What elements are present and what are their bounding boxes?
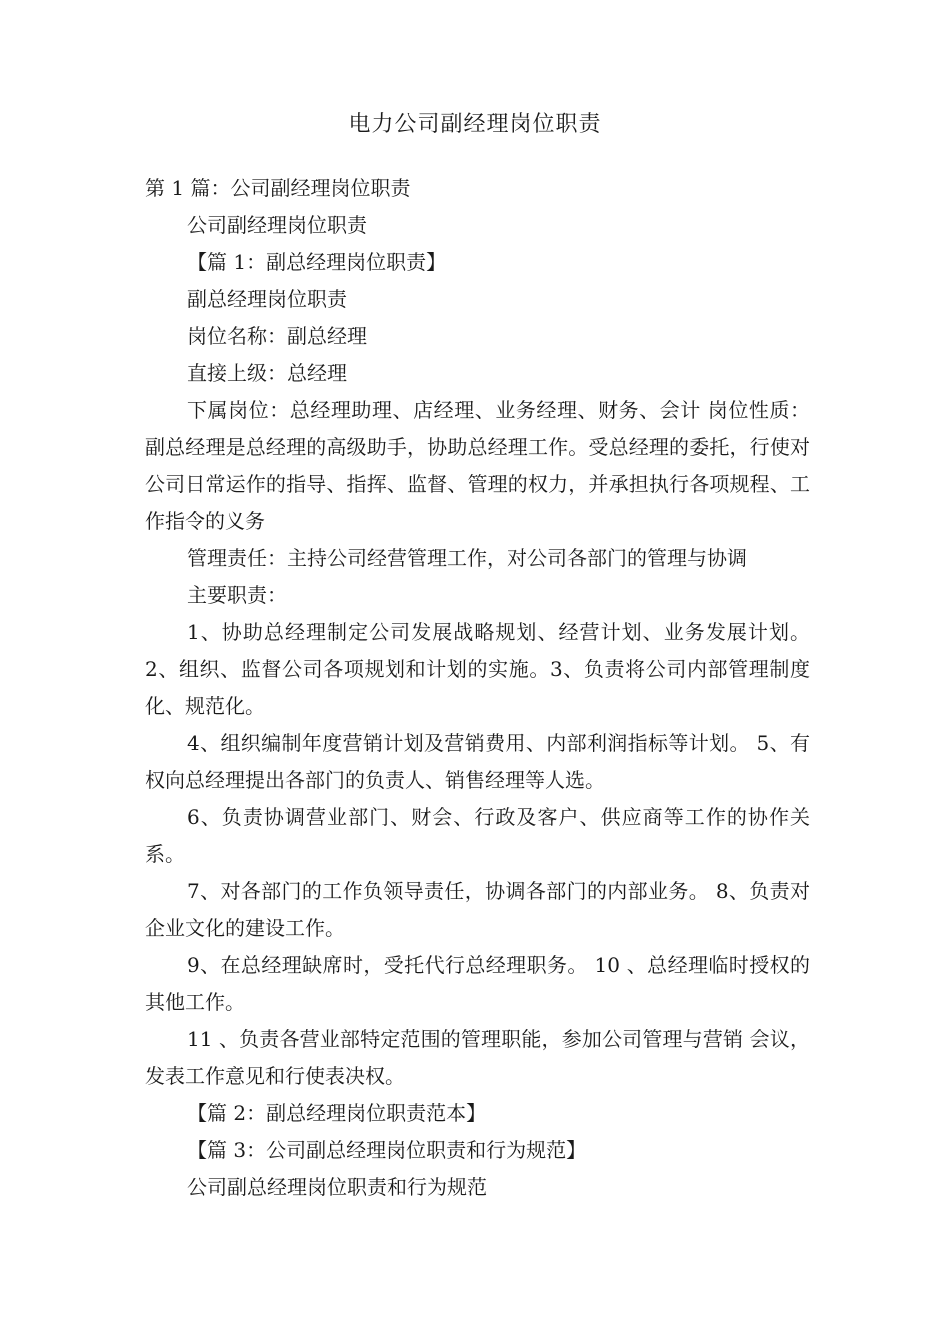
paragraph: 7、对各部门的工作负领导责任，协调各部门的内部业务。 8、负责对企业文化的建设工作。 bbox=[145, 879, 810, 940]
paragraph: 9、在总经理缺席时，受托代行总经理职务。 10 、总经理临时授权的其他工作。 bbox=[145, 953, 810, 1014]
sub-section-heading: 【篇 1：副总经理岗位职责】 bbox=[187, 250, 447, 274]
paragraph: 6、负责协调营业部门、财会、行政及客户、供应商等工作的协作关系。 bbox=[145, 805, 810, 866]
section-heading: 第 1 篇：公司副经理岗位职责 bbox=[145, 176, 411, 200]
paragraph: 1、协助总经理制定公司发展战略规划、经营计划、业务发展计划。2、组织、监督公司各项规划和计划的实施。3、负责将公司内部管理制度化、规范化。 bbox=[145, 620, 810, 718]
paragraph: 下属岗位：总经理助理、店经理、业务经理、财务、会计 岗位性质：副总经理是总经理的高级助手，协助总经理工作。受总经理的委托，行使对公司日常运作的指导、指挥、监督、管理的权力，并承担执行各项规程、工作指令的义务 bbox=[145, 398, 810, 533]
sub-section-heading: 【篇 3：公司副总经理岗位职责和行为规范】 bbox=[187, 1138, 587, 1162]
paragraph: 公司副经理岗位职责 bbox=[187, 213, 367, 237]
document-title: 电力公司副经理岗位职责 bbox=[348, 112, 602, 137]
paragraph: 11 、负责各营业部特定范围的管理职能，参加公司管理与营销 会议，发表工作意见和行使表决权。 bbox=[145, 1027, 810, 1088]
paragraph: 主要职责： bbox=[187, 583, 287, 607]
paragraph: 公司副总经理岗位职责和行为规范 bbox=[187, 1175, 487, 1199]
document-body bbox=[145, 170, 810, 1206]
paragraph: 管理责任：主持公司经营管理工作，对公司各部门的管理与协调 bbox=[187, 546, 747, 570]
paragraph: 直接上级：总经理 bbox=[187, 361, 347, 385]
paragraph: 4、组织编制年度营销计划及营销费用、内部利润指标等计划。 5、有权向总经理提出各部门的负责人、销售经理等人选。 bbox=[145, 731, 810, 792]
paragraph: 岗位名称：副总经理 bbox=[187, 324, 367, 348]
paragraph: 副总经理岗位职责 bbox=[187, 287, 347, 311]
sub-section-heading: 【篇 2：副总经理岗位职责范本】 bbox=[187, 1101, 487, 1125]
